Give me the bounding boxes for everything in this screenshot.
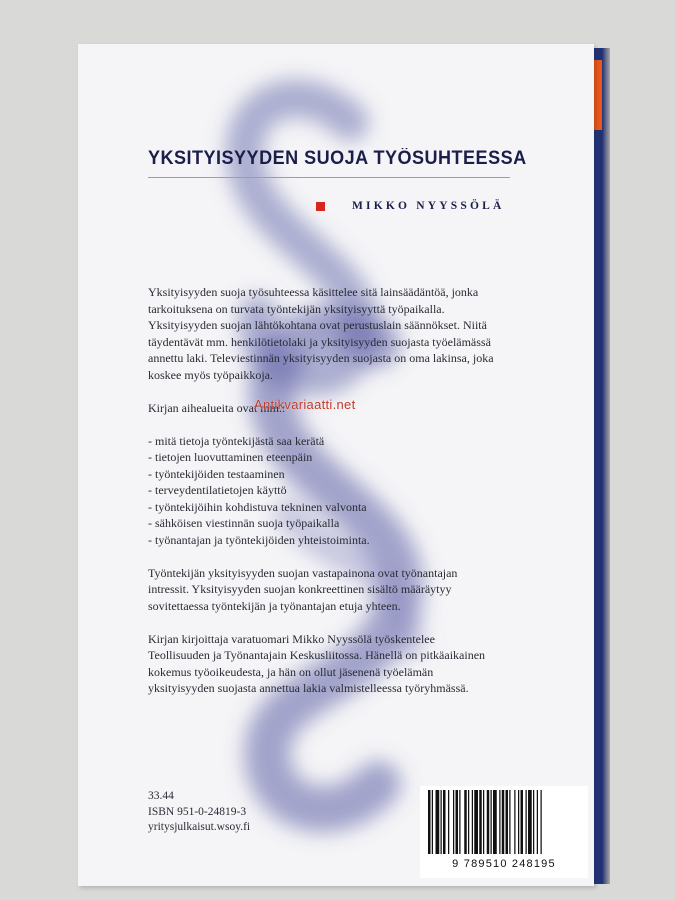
barcode-bar — [487, 790, 490, 854]
topics-list — [148, 433, 498, 549]
author-marker-square — [316, 202, 325, 211]
barcode-bar — [502, 790, 505, 854]
barcode-bar — [526, 790, 527, 854]
barcode-bar — [428, 790, 431, 854]
barcode-bar — [541, 790, 542, 854]
publisher-website: yritysjulkaisut.wsoy.fi — [148, 821, 251, 833]
isbn-number: ISBN 951-0-24819-3 — [148, 805, 247, 818]
list-item: - sähköisen viestinnän suoja työpaikalla — [148, 516, 340, 530]
description-text — [148, 284, 498, 713]
barcode-bar — [533, 790, 534, 854]
barcode-bar — [518, 790, 519, 854]
list-item: - terveydentilatietojen käyttö — [148, 483, 287, 497]
barcode-bar — [483, 790, 484, 854]
title-divider — [148, 177, 510, 178]
barcode-bars — [426, 790, 582, 856]
barcode-bar — [491, 790, 492, 854]
barcode-bar — [459, 790, 460, 854]
barcode-bar — [448, 790, 449, 854]
author-name: MIKKO NYYSSÖLÄ — [352, 200, 505, 212]
list-item: - työnantajan ja työntekijöiden yhteistoiminta. — [148, 532, 370, 547]
barcode-bar — [537, 790, 538, 854]
barcode-bar — [479, 790, 482, 854]
barcode — [420, 786, 588, 878]
barcode-bar — [521, 790, 524, 854]
watermark-text: Antikvariaatti.net — [254, 397, 356, 412]
barcode-bar — [432, 790, 433, 854]
classification-code: 33.44 — [148, 790, 174, 802]
list-item: - tietojen luovuttaminen eteenpäin — [148, 450, 313, 464]
barcode-bar — [456, 790, 459, 854]
list-item: - mitä tietoja työntekijästä saa kerätä — [148, 433, 325, 448]
barcode-bar — [441, 790, 442, 854]
barcode-bar — [472, 790, 473, 854]
barcode-bar — [509, 790, 510, 854]
intro-paragraph: Yksityisyyden suoja työsuhteessa käsittelee sitä lainsäädäntöä, jonka tarkoituksena on turvata työntekijän yksityisyyttä työpaikalla. Yksityisyyden suojan lähtökohtana ovat perustuslain säännökset. Niitä täydentävät mm. henkilötietolaki ja yksityisyyden suojasta työelämässä annettu laki. Televiestinnän yksityisyyden suojasta on oma lakinsa, joka koskee myös työpaikkoja. — [148, 285, 494, 382]
spine-orange-stripe — [594, 60, 602, 130]
barcode-bar — [506, 790, 509, 854]
barcode-bar — [528, 790, 532, 854]
balance-paragraph: Työntekijän yksityisyyden suojan vastapainona ovat työnantajan intressit. Yksityisyyden suojan konkreettinen sisältö määräytyy sovitettaessa työntekijän ja työnantajan etuja yhteen. — [148, 565, 458, 613]
barcode-number: 9 789510 248195 — [452, 858, 556, 870]
barcode-bar — [468, 790, 469, 854]
barcode-bar — [453, 790, 454, 854]
barcode-bar — [443, 790, 446, 854]
barcode-bar — [499, 790, 500, 854]
barcode-bar — [514, 790, 515, 854]
author-bio-paragraph: Kirjan kirjoittaja varatuomari Mikko Nyyssölä työskentelee Teollisuuden ja Työnantajain Keskusliitossa. Hänellä on pitkäaikainen kokemus työoikeudesta, ja hän on ollut jäsenenä työelämän yksityisyyden suojasta annettua lakia valmistelleessa työryhmässä. — [148, 631, 486, 695]
list-item: - työntekijöiden testaaminen — [148, 466, 285, 481]
barcode-bar — [474, 790, 478, 854]
list-item: - työntekijöihin kohdistuva tekninen valvonta — [148, 499, 367, 514]
publication-info — [148, 789, 250, 836]
barcode-bar — [464, 790, 467, 854]
barcode-bar — [436, 790, 440, 854]
topics-heading: Kirjan aihealueita ovat mm.: — [148, 400, 286, 415]
barcode-bar — [493, 790, 497, 854]
book-back-cover — [78, 44, 594, 886]
book-title: YKSITYISYYDEN SUOJA TYÖSUHTEESSA — [148, 148, 527, 169]
